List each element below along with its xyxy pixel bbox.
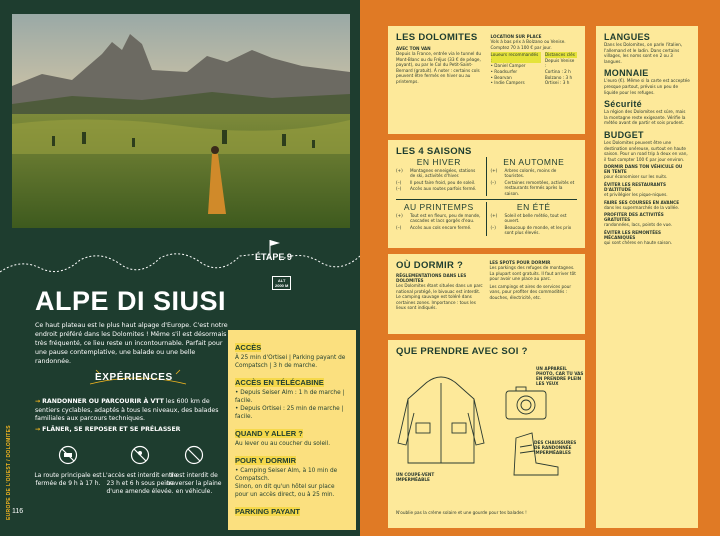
dormir-heading: POUR Y DORMIR xyxy=(235,456,296,465)
season-text: Soleil et belle météo, tout est ouvert. xyxy=(504,213,567,224)
trail-line xyxy=(0,230,360,290)
tip-text: et privilégier les pique-niques. xyxy=(604,191,668,197)
regulations-text: Les Dolomites étant situées dans un parc national protégé, le bivouac est interdit. Le camping sauvage est toléré dans certaines zones. Importance : tous les lieux sont indiqués. xyxy=(396,283,483,311)
altitude-badge xyxy=(272,276,291,290)
budget-text: Les Dolomites peuvent être une destination onéreuse, surtout en haute saison. Pour un road trip à deux en van, il faut compter 100 € par jour environ. xyxy=(604,139,688,162)
rule-text: La route principale est fermée de 9 h à 17 h. xyxy=(34,472,102,487)
van-text: Depuis la France, entrée via le tunnel du Mont-Blanc ou du Fréjus (33 € de péage, payant), ou par le Col du Petit-Saint-Bernard (gratuit). À noter : certains cols peuvent être fermés en hiver ou au printemps. xyxy=(396,51,482,84)
securite-text: La région des Dolomites est sûre, mais la montagne reste exigeante. Vérifie la météo avant de partir et sois prudent. xyxy=(604,109,686,126)
plus-icon: (+) xyxy=(396,168,403,173)
minus-icon: (–) xyxy=(396,224,402,230)
page-number: 116 xyxy=(12,508,24,515)
page-title: ALPE DI SIUSI xyxy=(35,286,227,316)
arrow-icon: → xyxy=(35,398,41,405)
distance-item: Bolzano : 3 h xyxy=(544,74,573,80)
altitude-label: ALT xyxy=(277,278,286,283)
monnaie-text: L'euro (€). Même si la carte est acceptée presque partout, prévois un peu de liquide pour les refuges. xyxy=(604,78,690,95)
campings-text: Les campings et aires de services pour vans, pour profiter des commodités : douches, électricité, etc. xyxy=(489,283,572,300)
langues-text: Dans les Dolomites, on parle l'italien, l'allemand et le ladin. Dans certains villages, les noms sont en 2 ou 3 langues. xyxy=(604,42,683,64)
loueur-item: • Roadsurfer xyxy=(490,68,518,74)
seasons-title: LES 4 SAISONS xyxy=(396,146,472,157)
landscape-photo xyxy=(12,14,350,228)
dormir-line: • Camping Seiser Alm, à 10 min de Compatsch. xyxy=(235,468,338,482)
ete-heading: EN ÉTÉ xyxy=(516,202,551,213)
loueur-item: • Daniel Camper xyxy=(490,63,526,69)
intro-text: Ce haut plateau est le plus haut alpage d'Europe. C'est notre endroit préféré dans les Dolomites ! Même s'il est désormais très fréquenté, ce lieu reste un incontournable. Parfait pour une pause contemplative, une balade ou une belle randonnée. xyxy=(35,322,228,365)
dolomites-card xyxy=(388,26,585,134)
rule-text: L'accès est interdit entre 23 h et 6 h sous peine d'une amende élevée. xyxy=(102,472,178,495)
no-car-icon xyxy=(58,445,78,465)
tip-text: pour économiser sur les nuits. xyxy=(604,174,668,180)
jacket-icon xyxy=(398,377,484,463)
automne-heading: EN AUTOMNE xyxy=(503,157,565,167)
budget-heading: BUDGET xyxy=(604,129,644,140)
spots-text: Les parkings des refuges de montagnes. La plupart sont gratuits. Il faut arriver tôt pour avoir une place au parc. xyxy=(489,265,576,282)
season-text: Il peut faire froid, peu de soleil. xyxy=(410,179,476,185)
tip-heading: FAIRE SES COURSES EN AVANCE xyxy=(604,199,680,205)
packing-note: N'oublie pas la crème solaire et une gourde pour tes balades ! xyxy=(396,510,527,515)
loueur-item: • Indie Campers xyxy=(490,80,525,86)
hiver-heading: EN HIVER xyxy=(416,157,461,167)
packing-title: QUE PRENDRE AVEC SOI ? xyxy=(396,346,528,357)
sleep-title: OÙ DORMIR ? xyxy=(396,260,464,271)
tip-text: qui sont chères en haute saison. xyxy=(604,239,673,245)
telecabine-line: • Depuis Ortisei : 25 min de marche | facile. xyxy=(235,406,344,420)
season-text: Beaucoup de monde, et les prix sont plus élevés. xyxy=(504,224,572,236)
rule-text: Il est interdit de traverser la plaine en véhicule. xyxy=(166,472,222,495)
jacket-label: UN COUPE-VENT IMPERMÉABLE xyxy=(396,472,435,482)
camera-label: UN APPAREIL PHOTO, CAR TU VAS EN PRENDRE PLEIN LES YEUX xyxy=(536,366,584,386)
minus-icon: (–) xyxy=(490,224,496,230)
practical-column xyxy=(596,26,698,528)
experience-item xyxy=(35,398,225,424)
experience-item xyxy=(35,426,225,435)
tip-heading: DORMIR DANS TON VÉHICULE OU EN TENTE xyxy=(604,164,683,175)
monnaie-heading: MONNAIE xyxy=(604,68,649,79)
seasons-card xyxy=(388,140,585,248)
telecabine-line: • Depuis Seiser Alm : 1 h de marche | facile. xyxy=(235,390,345,404)
rule-item xyxy=(164,445,224,496)
minus-icon: (–) xyxy=(490,179,496,185)
season-text: Accès aux cols encore fermé. xyxy=(410,224,472,230)
season-text: Montagnes enneigées, stations de ski, activités d'hiver. xyxy=(410,168,476,179)
langues-heading: LANGUES xyxy=(604,32,651,42)
sleep-card xyxy=(388,254,585,334)
experiences-title: EXPÉRIENCES xyxy=(95,372,173,383)
no-access-icon xyxy=(130,445,150,465)
loueurs-subheading: Loueurs recommandés : xyxy=(491,52,541,63)
alpine-meadow-illustration xyxy=(12,14,350,228)
minus-icon: (–) xyxy=(396,179,402,185)
right-page xyxy=(360,0,720,536)
experience-text: les 600 km de sentiers cyclables, adaptés à tous les niveaux, des balades familiales aux parcours techniques. xyxy=(35,398,219,422)
tip-heading: ÉVITER LES RESTAURANTS D'ALTITUDE xyxy=(604,181,667,192)
plus-icon: (+) xyxy=(490,168,498,173)
altitude-value: 2000 M xyxy=(275,283,289,288)
tip-heading: PROFITER DES ACTIVITÉS GRATUITES xyxy=(604,212,664,223)
boots-label: DES CHAUSSURES DE RANDONNÉE IMPERMÉABLES xyxy=(534,440,577,455)
parking-heading: PARKING PAYANT xyxy=(235,507,301,516)
printemps-heading: AU PRINTEMPS xyxy=(403,202,474,213)
section-label: EUROPE DE L'OUEST / DOLOMITES xyxy=(6,425,12,520)
loueur-item: • Bearvan xyxy=(490,74,512,80)
telecabine-heading: ACCÈS EN TÉLÉCABINE xyxy=(235,378,324,387)
location-subheading: LOCATION SUR PLACE xyxy=(490,34,542,39)
distances-subheading: Distances clés xyxy=(545,52,577,58)
spots-subheading: LES SPOTS POUR DORMIR xyxy=(489,260,551,265)
securite-heading: Sécurité xyxy=(604,99,642,110)
rule-item xyxy=(28,445,108,488)
etape-label: ÉTAPE 9 xyxy=(255,252,292,262)
camera-icon xyxy=(506,387,546,419)
acces-heading: ACCÈS xyxy=(235,343,262,352)
arrow-icon: → xyxy=(35,426,41,433)
distance-item: Depuis Venise : xyxy=(544,57,575,69)
experience-bold: RANDONNER OU PARCOURIR À VTT xyxy=(42,398,164,405)
packing-card xyxy=(388,340,585,528)
tip-text: dans les supermarchés de la vallée. xyxy=(604,204,680,210)
quand-heading: QUAND Y ALLER ? xyxy=(235,429,303,438)
dolomites-title: LES DOLOMITES xyxy=(396,32,478,43)
distance-item: Ortisei : 3 h xyxy=(544,80,570,86)
acces-text: À 25 min d'Ortisei | Parking payant de Compatsch | 3 h de marche. xyxy=(235,355,346,369)
distance-item: Cortina : 2 h xyxy=(544,68,571,74)
plus-icon: (+) xyxy=(396,213,403,219)
experience-bold: FLÂNER, SE REPOSER ET SE PRÉLASSER xyxy=(42,426,181,433)
regulations-subheading: RÉGLEMENTATIONS DANS LES DOLOMITES xyxy=(396,273,467,283)
season-text: Certaines remontées, activités et restaurants fermés après la saison. xyxy=(504,179,575,196)
dormir-line: Sinon, on dit qu'un hôtel sur place pour un accès direct, ou à 25 min. xyxy=(235,484,335,498)
practical-info-card xyxy=(228,330,356,530)
quand-text: Au lever ou au coucher du soleil. xyxy=(235,441,331,447)
van-subheading: AVEC TON VAN xyxy=(396,46,431,51)
no-crossing-icon xyxy=(184,445,204,465)
season-text: Arbres colorés, moins de touristes. xyxy=(504,168,557,179)
season-text: Tout est en fleurs, peu de monde, cascades et lacs gorgés d'eau. xyxy=(410,213,481,224)
tip-text: randonnées, lacs, points de vue. xyxy=(604,222,673,228)
minus-icon: (–) xyxy=(396,186,402,192)
plus-icon: (+) xyxy=(490,213,498,219)
tip-heading: ÉVITER LES REMONTÉES MÉCANIQUES xyxy=(604,229,661,240)
season-text: Accès aux routes parfois fermé. xyxy=(410,186,477,192)
location-text: Vols à bas prix à Bolzano ou Venise. Comptez 70 à 100 € par jour. xyxy=(490,39,566,50)
